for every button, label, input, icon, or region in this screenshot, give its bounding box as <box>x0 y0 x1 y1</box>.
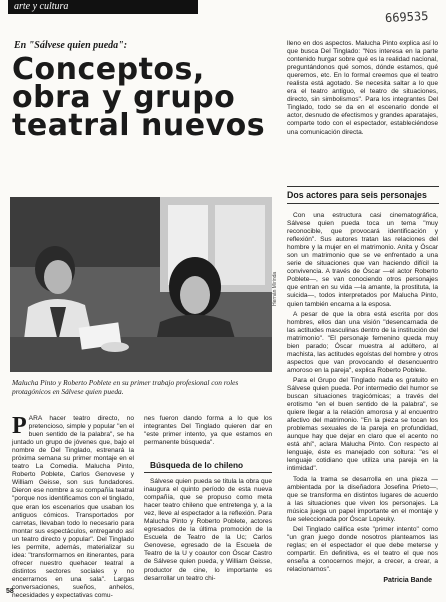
intro-column <box>287 40 438 139</box>
divider <box>144 472 272 473</box>
section-header <box>8 0 198 14</box>
divider <box>287 203 439 204</box>
paragraph: Para el Grupo del Tinglado nada es gratuito en Sálvese quien pueda. Por intermedio del humor se buscan situaciones tragicómicas; a través del erotismo "en el buen sentido de la palabra", se quiere llegar a la relación amorosa y al encuentro afectivo del matrimonio. "En la pieza se tocan los problemas sexuales de la pareja en profundidad, aunque hay que dejar en claro que el acento no está ahí", aclara Malucha Pinto. Con respecto al lenguaje, éste es manejado con soltura: "es el lenguaje cotidiano que utiliza una pareja en la intimidad". <box>287 376 438 473</box>
paragraph-text: ARA hacer teatro directo, no pretencioso, simple y popular "en el buen sentido de la palabra", se ha juntado un grupo de jóvenes que, bajo el nombre de Del Tinglado, estrenará la próxima semana su primer montaje en el teatro La Comedia. Malucha Pinto, Roberto Poblete, Carlos Genovese y William Geisse, son sus fundadores. Dieron ese nombre a su compañía teatral "porque nos identificamos con el tinglado, que eran los escenarios que usaban los antiguos cómicos. Transportados por carretas, llevaban todo lo necesario para montar sus espectáculos, entregando así un teatro directo y popular". Del Tinglado les permite, además, materializar su idea: "transformarnos en itinerantes, para ofrecer nuestro quehacer teatral a distintos sectores sociales y no encerrarnos en una sala". Largas conversaciones, sueños, anhelos, necesidades y expectativas comu- <box>12 415 134 600</box>
photo-caption: Malucha Pinto y Roberto Poblete en su primer trabajo profesional con roles protagónicos en Sálvese quien pueda. <box>12 378 239 396</box>
subheading-busqueda: Búsqueda de lo chileno <box>150 460 244 470</box>
left-column <box>12 415 134 602</box>
middle-column <box>144 478 272 585</box>
paragraph: nes fueron dando forma a lo que los integrantes Del Tinglado quieren dar en "este primer intento, ya que estamos en permanente búsqueda". <box>144 415 272 447</box>
right-column <box>287 212 438 576</box>
paragraph: Toda la trama se desarrolla en una pieza —ambientada por la diseñadora Josefina Prieto—, que se transforma en distintos lugares de acuerdo a las situaciones que viven los personajes. La música juega un papel importante en el montaje y fue seleccionada por Óscar Lopeuky. <box>287 475 438 523</box>
headline-line-2: obra y grupo <box>12 80 236 115</box>
page-number: 58 <box>6 588 14 595</box>
photo-credit: Hernán Mirinda <box>272 271 278 306</box>
photograph <box>10 197 272 372</box>
paragraph <box>12 415 134 600</box>
headline-line-1: Conceptos, <box>12 52 205 87</box>
headline <box>12 52 282 143</box>
author-byline: Patricia Bande <box>383 577 432 584</box>
subheading-dos-actores: Dos actores para seis personajes <box>287 190 427 200</box>
paragraph: Del Tinglado califica este "primer intento" como "un gran juego donde nosotros planteamos las reglas; en el espectador el que debe meterse y compartir. En definitiva, es el teatro el que nos enseña a conocernos mejor, a crecer, a crear, a relacionarnos". <box>287 525 438 574</box>
paragraph: A pesar de que la obra está escrita por dos hombres, ellos dan una visión "desencarnada de las actitudes masculinas dentro de la institución del matrimonio". "El personaje femenino queda muy bien parado; Óscar muestra al adúltero, al machista, las actitudes egoístas del hombre y otros aspectos que van provocando el desencuentro amoroso en la pareja", explica Roberto Poblete. <box>287 310 438 374</box>
divider <box>287 186 439 187</box>
middle-column-top <box>144 415 272 449</box>
headline-kicker: En "Sálvese quien pueda": <box>14 40 128 51</box>
headline-line-3: teatral nuevos <box>12 108 266 143</box>
photo-illustration <box>10 197 272 372</box>
section-label: arte y cultura <box>14 1 69 12</box>
drop-cap: P <box>12 413 27 439</box>
paragraph: Con una estructura casi cinematográfica, Sálvese quien pueda toca un tema "muy reconocible, que provocará identificación y reflexión". Sus autores tratan las relaciones del hombre y la mujer en el matrimonio. Anita y Óscar son un matrimonio que se ve enfrentado a una serie de situaciones que van haciendo difícil la convivencia. A través de Óscar —el actor Roberto Poblete—, se van conociendo otros personajes que entran en su vida —la amante, la prostituta, la suicida—, todos interpretados por Malucha Pinto, quien también encarna a la esposa. <box>287 212 438 308</box>
paragraph: lleno en dos aspectos. Malucha Pinto explica así lo que busca Del Tinglado: "Nos interesa en la parte contenido hurgar sobre qué es la realidad nacional, preguntándonos qué somos, dónde estamos, qué queremos, etc. En lo formal creemos que el teatro realista está agotado. Se necesita saltar a lo que era el teatro antiguo, el teatro de situaciones, directo, sin simbolismos". Para los integrantes Del Tinglado, todo se da en el escenario donde el actor, desnudo de efectismos y grandes aparatajes, comparte todo con el espectador, estableciéndose una comunicación directa. <box>287 40 439 136</box>
handwritten-reference-number: 669535 <box>384 8 429 26</box>
paragraph: Sálvese quien pueda se titula la obra que inaugura el quinto período de esta nueva compañía, que se propuso como meta hacer teatro chileno que entretenga y, a la vez, lleve al espectador a la reflexión. Para Malucha Pinto y Roberto Poblete, actores egresados de la última promoción de la Escuela de Teatro de la Uc; Carlos Genovese, egresado de la Escuela de Teatro de la U y coautor con Óscar Castro de Sálvese quien pueda, y William Geisse, productor de cine, lo importante es desarrollar un teatro chi- <box>144 478 272 582</box>
